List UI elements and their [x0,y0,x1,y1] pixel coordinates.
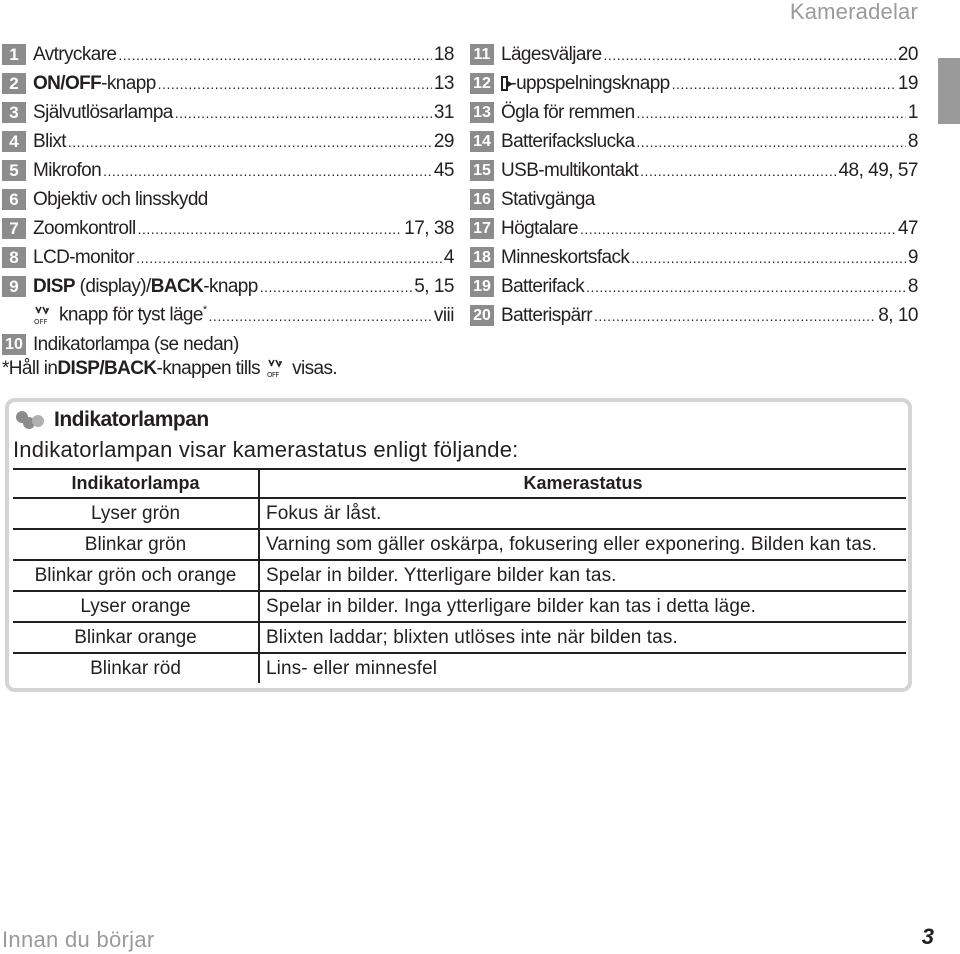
item-name: Batterispärr [501,304,593,326]
status-cell: Spelar in bilder. Ytterligare bilder kan tas. [259,560,906,591]
part-item [470,185,918,214]
item-number: 19 [470,276,494,297]
item-page: 48, 49, 57 [838,159,918,181]
parts-list-right [470,40,918,330]
lamp-cell: Blinkar grön och orange [13,560,259,591]
part-item [470,127,918,156]
lamp-cell: Blinkar orange [13,622,259,653]
item-page: 29 [433,130,454,152]
part-item [2,127,454,156]
table-row [13,653,906,683]
item-page: 31 [433,101,454,123]
part-item [470,272,918,301]
item-name: ON/OFF-knapp [33,72,156,94]
item-name: Batterifack [501,275,585,297]
part-item [470,40,918,69]
footnote-bold: DISP/BACK [57,358,157,379]
playback-icon [501,76,508,91]
lamp-cell: Lyser grön [13,498,259,529]
item-name: Indikatorlampa (se nedan) [33,333,239,355]
item-number: 8 [2,247,26,268]
item-page: 9 [907,246,918,268]
item-page: 45 [433,159,454,181]
item-number: 9 [2,276,26,297]
leader-dots [175,105,432,121]
panel-description: Indikatorlampan visar kamerastatus enligt följande: [13,437,519,462]
part-item [2,301,454,330]
item-name: Objektiv och linsskydd [33,188,208,210]
leader-dots [103,163,432,179]
item-page: 19 [897,72,918,94]
part-item [2,214,454,243]
part-item [2,69,454,98]
item-page: 17, 38 [404,217,454,239]
lamp-cell: Lyser orange [13,591,259,622]
item-page: 8 [907,275,918,297]
leader-dots [586,279,906,295]
status-cell: Blixten laddar; blixten utlöses inte när bilden tas. [259,622,906,653]
item-number: 10 [2,334,26,355]
silent-mode-icon [266,358,286,380]
column-header: Indikatorlampa [13,469,259,498]
lamp-cell: Blinkar grön [13,529,259,560]
footnote-text: -knappen tills [156,358,261,379]
leader-dots [594,308,876,324]
item-number: 20 [470,305,494,326]
part-item [470,301,918,330]
leader-dots [260,279,413,295]
item-page: 4 [443,246,454,268]
footnote-text: *Håll in [2,358,58,379]
item-name: LCD-monitor [33,246,135,268]
item-number: 12 [470,73,494,94]
item-name: Lägesväljare [501,43,602,65]
panel-title-text: Indikatorlampan [54,408,209,431]
leader-dots [136,250,442,266]
leader-dots [640,163,836,179]
item-number [2,305,26,326]
svg-text:OFF: OFF [267,371,279,379]
item-name: Stativgänga [501,188,595,210]
item-page: 47 [897,217,918,239]
item-name: Zoomkontroll [33,217,136,239]
indicator-table [13,468,906,683]
item-name: Mikrofon [33,159,102,181]
leader-dots [580,221,896,237]
part-item [470,69,918,98]
table-row [13,622,906,653]
footnote-text: visas. [292,358,338,379]
status-cell: Lins- eller minnesfel [266,657,438,679]
leader-dots [138,221,403,237]
parts-list-left [2,40,454,359]
leader-dots [636,134,906,150]
leader-dots [118,47,431,63]
leader-dots [631,250,906,266]
leader-dots [158,76,432,92]
item-name: DISP (display)/BACK-knapp [33,275,258,297]
leader-dots [68,134,432,150]
leader-dots [209,308,432,324]
part-item [2,185,454,214]
part-item [2,243,454,272]
item-number: 4 [2,131,26,152]
item-number: 11 [470,44,494,65]
tip-icon [14,409,46,431]
item-page: 1 [907,101,918,123]
part-item [2,98,454,127]
part-item [2,330,454,359]
item-number: 18 [470,247,494,268]
column-header: Kamerastatus [259,469,906,498]
item-name: Självutlösarlampa [33,101,173,123]
panel-title [14,408,209,432]
table-row [13,529,906,560]
item-name: Blixt [33,130,66,152]
table-row [13,498,906,529]
part-item [470,243,918,272]
item-number: 3 [2,102,26,123]
item-name: Batterifackslucka [501,130,635,152]
leader-dots [604,47,896,63]
leader-dots [672,76,896,92]
item-number: 17 [470,218,494,239]
item-number: 6 [2,189,26,210]
item-page: 20 [897,43,918,65]
item-name: Avtryckare [33,43,117,65]
section-header: Kameradelar [789,0,918,24]
status-cell: Spelar in bilder. Inga ytterligare bilder kan tas i detta läge. [259,591,906,622]
silent-mode-icon [33,305,53,327]
item-number: 13 [470,102,494,123]
table-row [13,591,906,622]
item-name: Minneskortsfack [501,246,630,268]
part-item [470,98,918,127]
item-number: 1 [2,44,26,65]
chapter-tab [938,58,960,124]
status-cell: Fokus är låst. [259,498,906,529]
item-number: 2 [2,73,26,94]
item-page: 8 [907,130,918,152]
item-page: 18 [433,43,454,65]
page-number: 3 [921,924,934,949]
footer-section: Innan du börjar [2,927,155,952]
lamp-cell: Blinkar röd [13,653,259,683]
item-page: 5, 15 [414,275,454,297]
item-name: USB-multikontakt [501,159,639,181]
item-number: 16 [470,189,494,210]
item-name: Högtalare [501,217,578,239]
item-number: 7 [2,218,26,239]
part-item [470,214,918,243]
table-row [13,560,906,591]
status-cell: Varning som gäller oskärpa, fokusering eller exponering. Bilden kan tas. [259,529,906,560]
item-page: 8, 10 [878,304,918,326]
item-number: 5 [2,160,26,181]
part-item [2,156,454,185]
item-number: 14 [470,131,494,152]
footnote [2,358,337,380]
svg-text:OFF: OFF [34,317,48,326]
leader-dots [637,105,906,121]
part-item [2,272,454,301]
item-page: 13 [433,72,454,94]
item-name: -uppspelningsknapp [510,72,670,94]
item-name: Ögla för remmen [501,101,635,123]
part-item [2,40,454,69]
part-item [470,156,918,185]
table-header-row [13,469,906,498]
item-page: viii [433,304,454,326]
item-number: 15 [470,160,494,181]
item-name: knapp för tyst läge* [59,304,207,326]
